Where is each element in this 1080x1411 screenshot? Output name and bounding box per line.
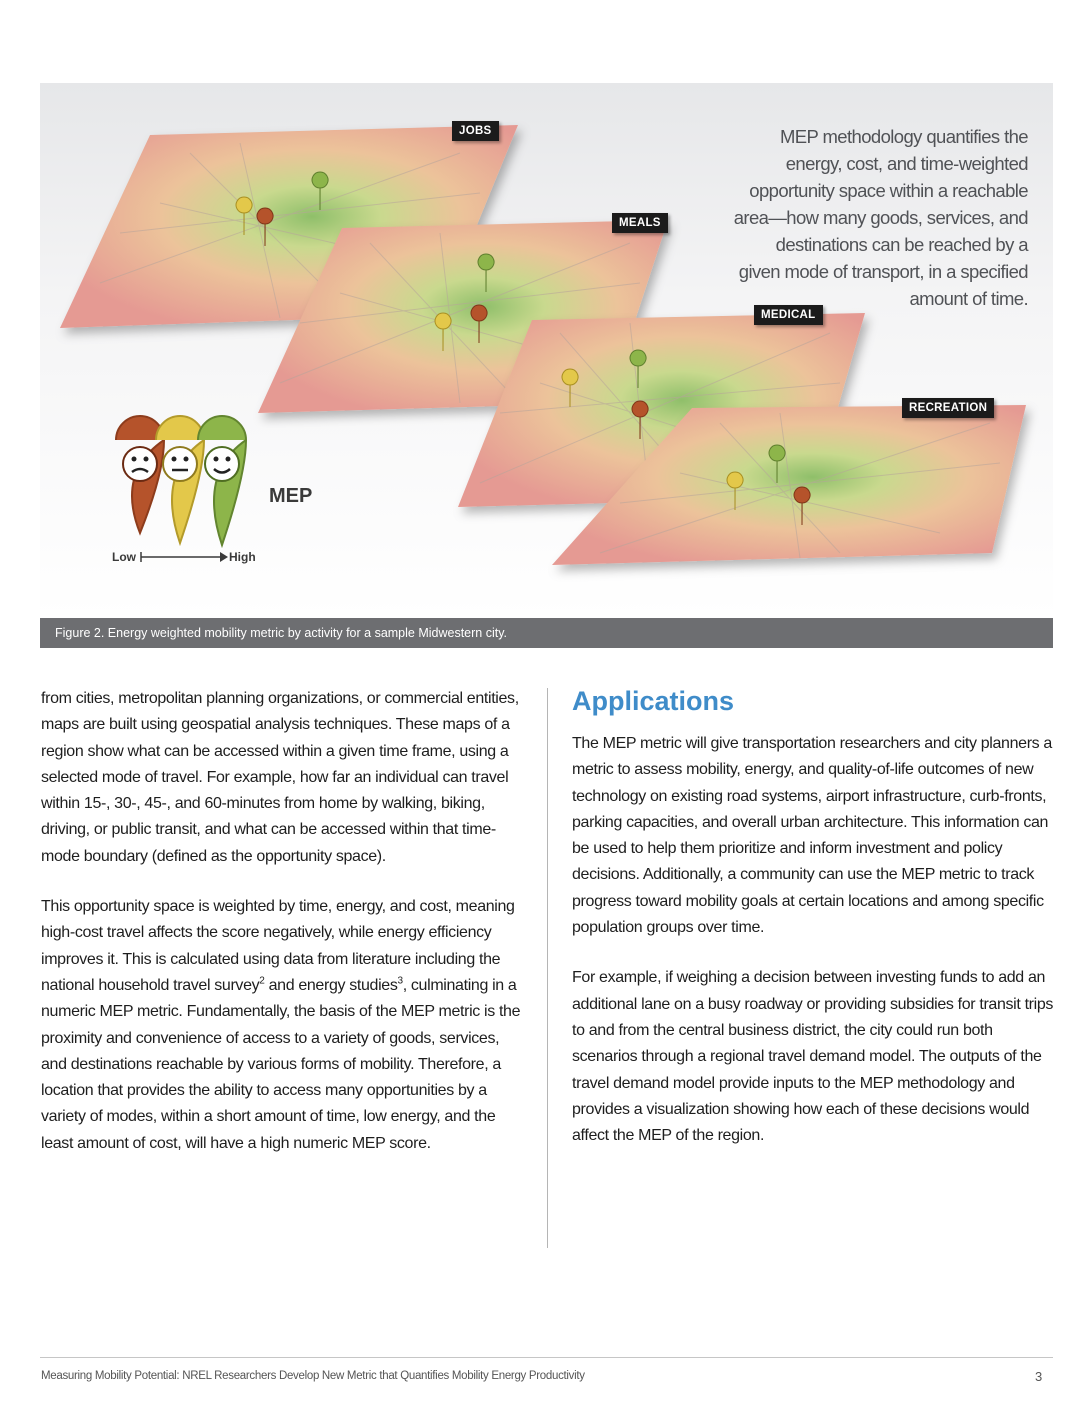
footnote-2: 2 <box>259 975 265 987</box>
mep-figure <box>40 83 1053 618</box>
footnote-3: 3 <box>397 975 403 987</box>
applications-heading: Applications <box>572 686 735 716</box>
mep-legend-label: MEP <box>269 485 313 507</box>
right-paragraph-1: The MEP metric will give transportation researchers and city planners a metric to assess mobility, energy, and quality-of-life outcomes of new technology on existing road systems, airport infrastructure, curb-fronts, parking capacities, and overall urban architecture. This information can be used to help them prioritize and inform investment and policy decisions. Additionally, a community can use the MEP metric to track progress toward mobility goals at certain locations and among specific population groups over time. <box>572 735 1052 937</box>
layer-label-medical: MEDICAL <box>754 305 823 325</box>
footer-title: Measuring Mobility Potential: NREL Researchers Develop New Metric that Quantifies Mobility Energy Productivity <box>41 1370 585 1382</box>
left-column <box>41 686 526 1157</box>
left-paragraph-1: from cities, metropolitan planning organizations, or commercial entities, maps are built using geospatial analysis techniques. These maps of a region show what can be accessed within a given time frame, using a selected mode of travel. For example, how far an individual can travel within 15-, 30-, 45-, and 60-minutes from home by walking, biking, driving, or public transit, and what can be accessed within that time-mode boundary (defined as the opportunity space). <box>41 690 519 865</box>
scale-low-label: Low <box>112 550 136 564</box>
scale-arrow <box>141 552 228 562</box>
layer-label-recreation: RECREATION <box>902 398 994 418</box>
figure-caption: Figure 2. Energy weighted mobility metric by activity for a sample Midwestern city. <box>40 618 1053 648</box>
legend-pin-high <box>198 416 246 545</box>
layer-label-jobs: JOBS <box>452 121 499 141</box>
layer-label-meals: MEALS <box>612 213 668 233</box>
page-number: 3 <box>1035 1369 1043 1384</box>
left-paragraph-2 <box>41 894 526 1157</box>
figure-description: MEP methodology quantifies the energy, cost, and time-weighted opportunity space within a reachable area—how many goods, services, and destinations can be reached by a given mode of transport, in a specified amount of time. <box>733 126 1028 309</box>
footer-rule <box>40 1357 1053 1358</box>
legend-pin-mid <box>156 416 204 543</box>
left-paragraph-2-part-b: and energy studies <box>264 976 398 994</box>
left-paragraph-2-part-a: This opportunity space is weighted by time, energy, and cost, meaning high-cost travel affects the score negatively, while energy efficiency improves it. This is calculated using data from literature including the national household travel survey <box>41 898 515 994</box>
left-paragraph-2-part-c: , culminating in a numeric MEP metric. Fundamentally, the basis of the MEP metric is the proximity and convenience of access to a variety of goods, services, and destinations reachable by various forms of mobility. Therefore, a location that provides the ability to access many opportunities by a variety of modes, within a short amount of time, low energy, and the least amount of cost, will have a high numeric MEP score. <box>41 976 521 1152</box>
scale-high-label: High <box>229 550 256 564</box>
column-divider <box>547 688 548 1248</box>
right-column <box>572 731 1057 1149</box>
right-paragraph-2: For example, if weighing a decision between investing funds to add an additional lane on a busy roadway or providing subsidies for transit trips to and from the central business district, the city could run both scenarios through a regional travel demand model. The outputs of the travel demand model provide inputs to the MEP methodology and provides a visualization showing how each of these decisions would affect the MEP of the region. <box>572 969 1054 1145</box>
